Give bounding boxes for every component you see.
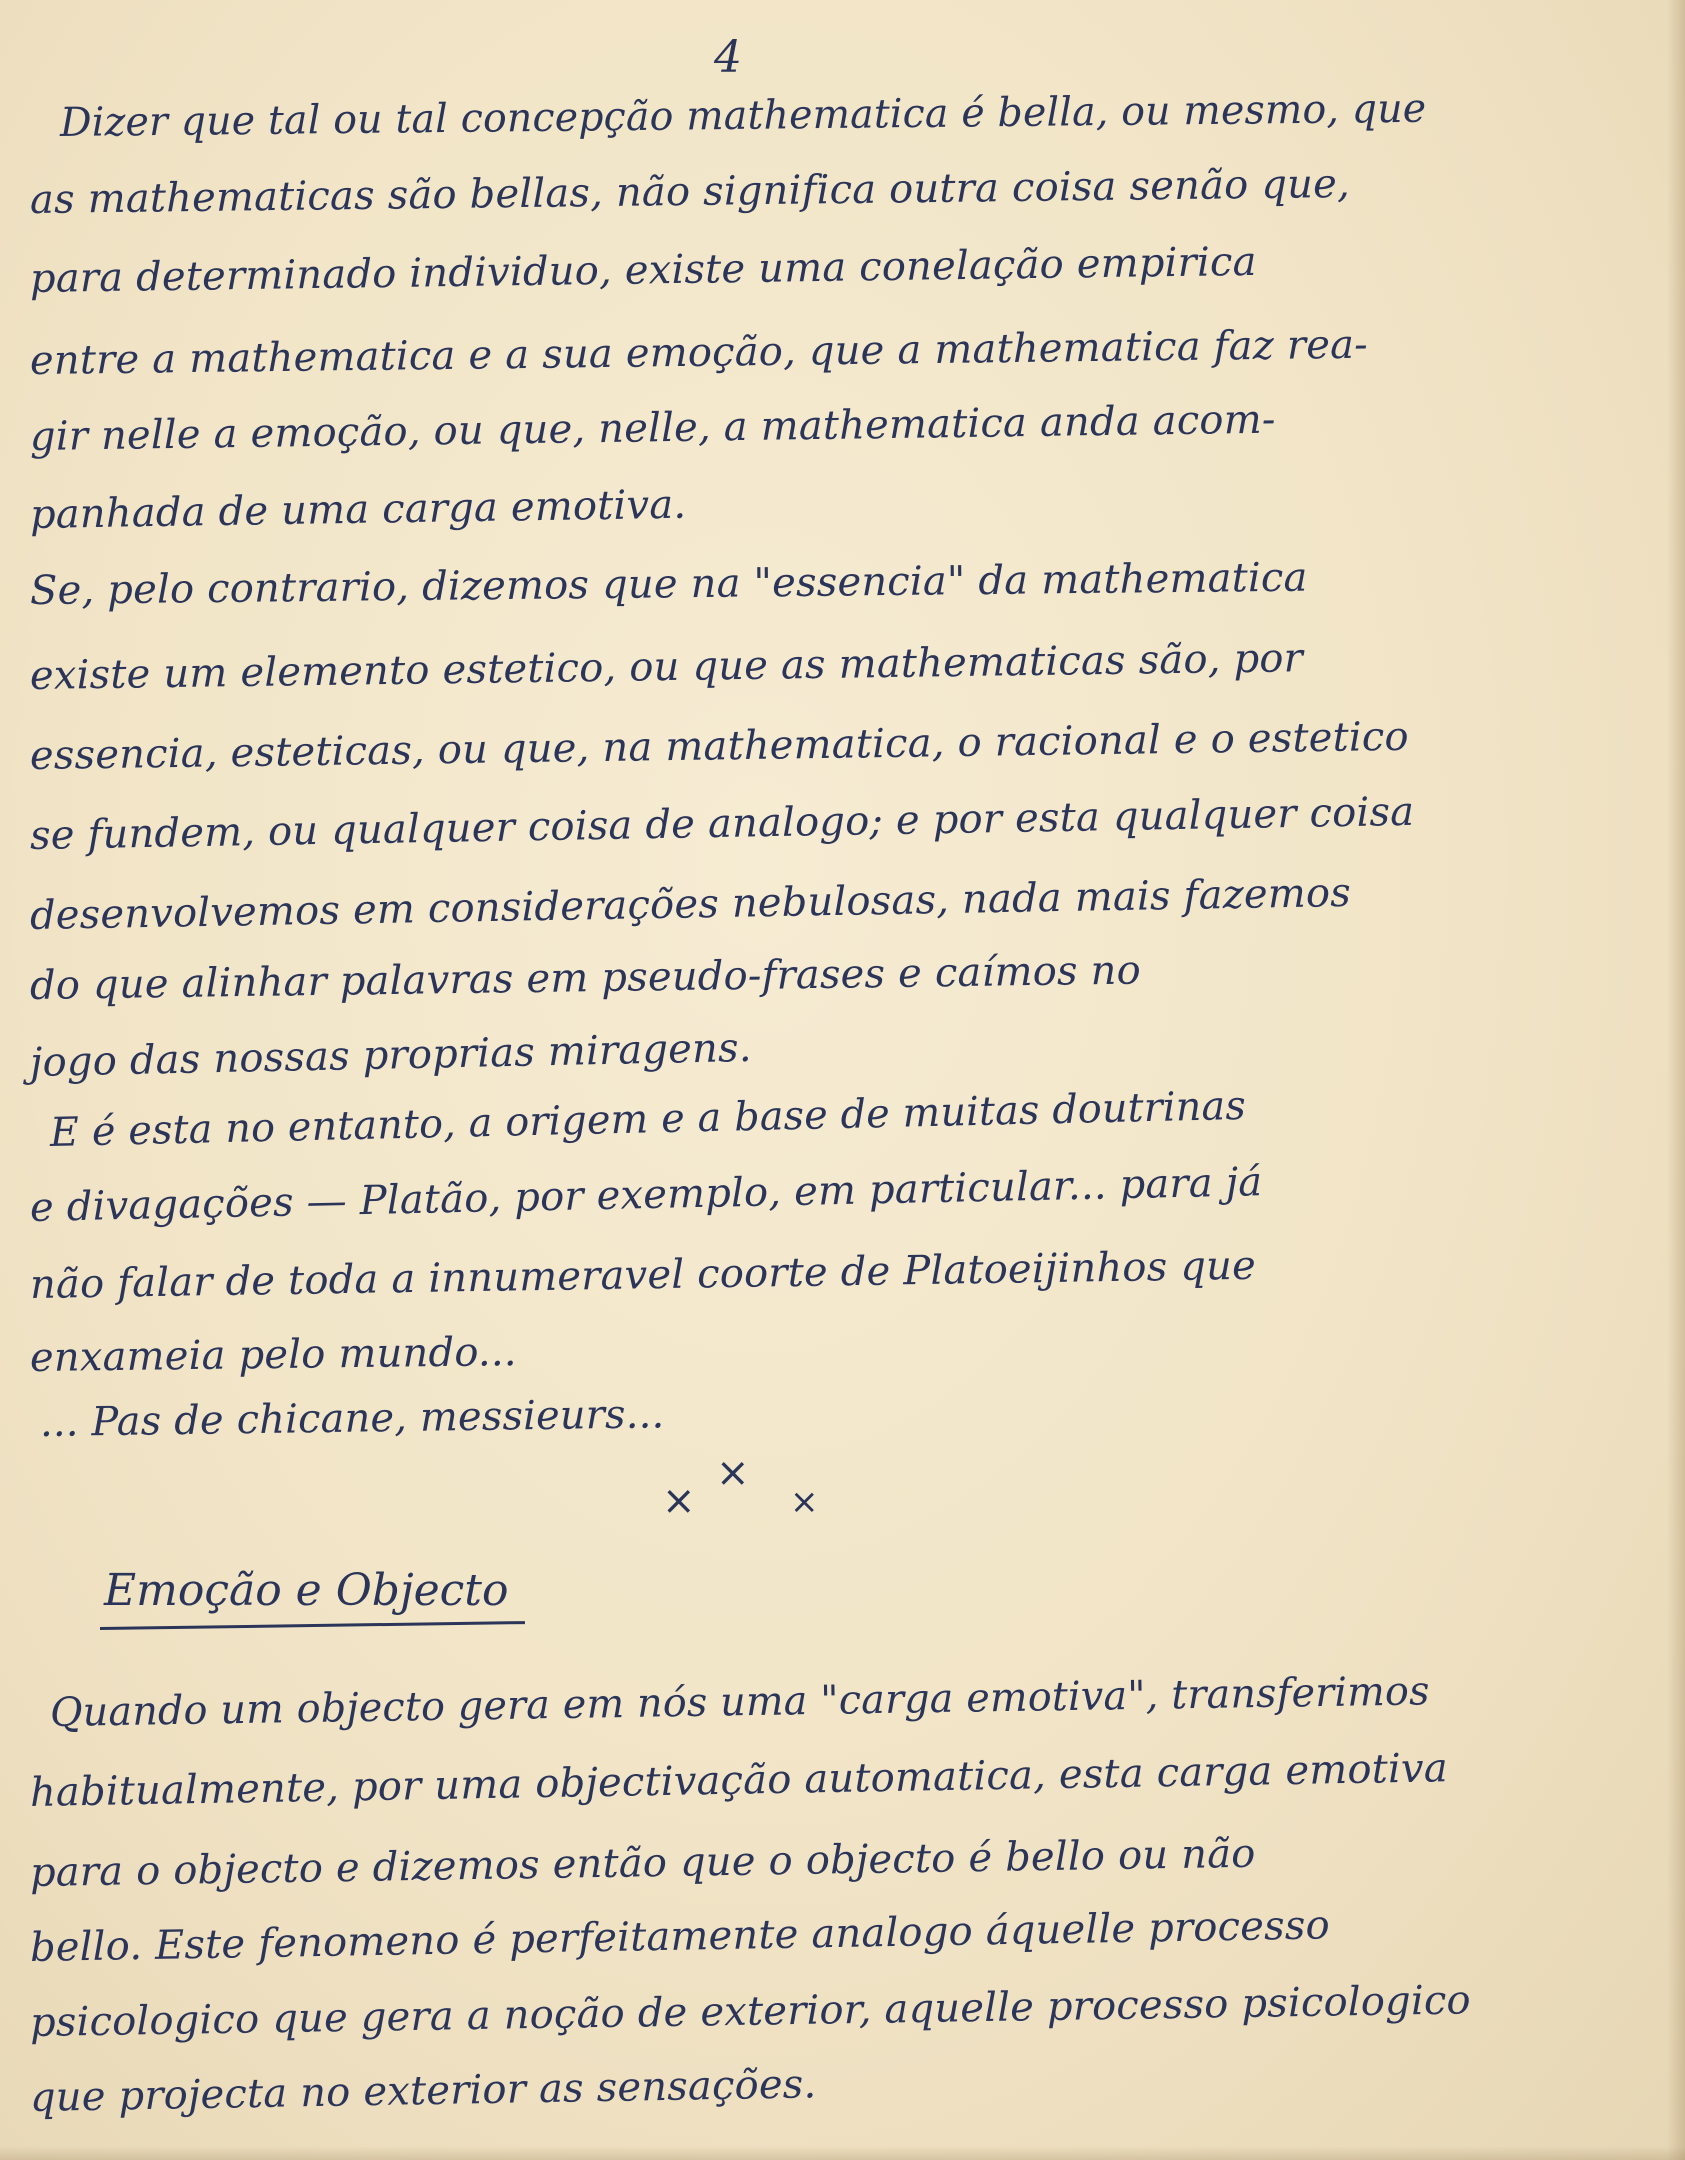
separator-cross: × [662,1478,696,1524]
paragraph2-line: não falar de toda a innumeravel coorte de Platoeijinhos que [29,1242,1257,1308]
section-title-underline [100,1621,525,1630]
separator-cross: × [790,1482,819,1522]
paragraph2-line: do que alinhar palavras em pseudo-frases e caímos no [29,947,1142,1009]
paragraph2-line: essencia, esteticas, ou que, na mathematica, o racional e o estetico [29,713,1410,779]
paragraph3-line: psicologico que gera a noção de exterior, aquelle processo psicologico [29,1977,1472,2046]
paragraph2-line: Se, pelo contrario, dizemos que na "essencia" da mathematica [29,554,1308,614]
paper-bottom-shadow [0,2146,1685,2160]
paragraph1-line: para determinado individuo, existe uma conelação empirica [29,238,1257,302]
paragraph2-line: E é esta no entanto, a origem e a base de muitas doutrinas [49,1082,1247,1156]
paragraph3-line: para o objecto e dizemos então que o objecto é bello ou não [29,1830,1256,1896]
separator-cross: × [716,1450,750,1496]
paragraph2-line: enxameia pelo mundo... [29,1329,517,1381]
paragraph1-line: Dizer que tal ou tal concepção mathematica é bella, ou mesmo, que [59,85,1427,146]
paragraph3-line: bello. Este fenomeno é perfeitamente analogo áquelle processo [29,1902,1331,1971]
paragraph2-line: e divagações — Platão, por exemplo, em particular... para já [29,1159,1263,1231]
paragraph2-line: ... Pas de chicane, messieurs... [39,1391,665,1446]
paragraph1-line: as mathematicas são bellas, não significa outra coisa senão que, [29,160,1351,223]
section-title: Emoção e Objecto [104,1565,509,1616]
paragraph1-line: panhada de uma carga emotiva. [29,481,687,538]
paragraph2-line: se fundem, ou qualquer coisa de analogo; e por esta qualquer coisa [29,788,1415,859]
paragraph1-line: gir nelle a emoção, ou que, nelle, a mathematica anda acom- [29,396,1276,460]
paragraph2-line: desenvolvemos em considerações nebulosas, nada mais fazemos [29,869,1352,939]
paper-edge-shadow [1667,0,1685,2160]
page-number: 4 [714,32,742,83]
paragraph1-line: entre a mathematica e a sua emoção, que a mathematica faz rea- [29,321,1369,384]
paragraph2-line: existe um elemento estetico, ou que as mathematicas são, por [29,635,1304,699]
paragraph3-line: que projecta no exterior as sensações. [29,2061,817,2121]
paragraph3-line: Quando um objecto gera em nós uma "carga emotiva", transferimos [49,1668,1430,1736]
paragraph2-line: jogo das nossas proprias miragens. [29,1024,753,1086]
paragraph3-line: habitualmente, por uma objectivação automatica, esta carga emotiva [29,1745,1449,1816]
